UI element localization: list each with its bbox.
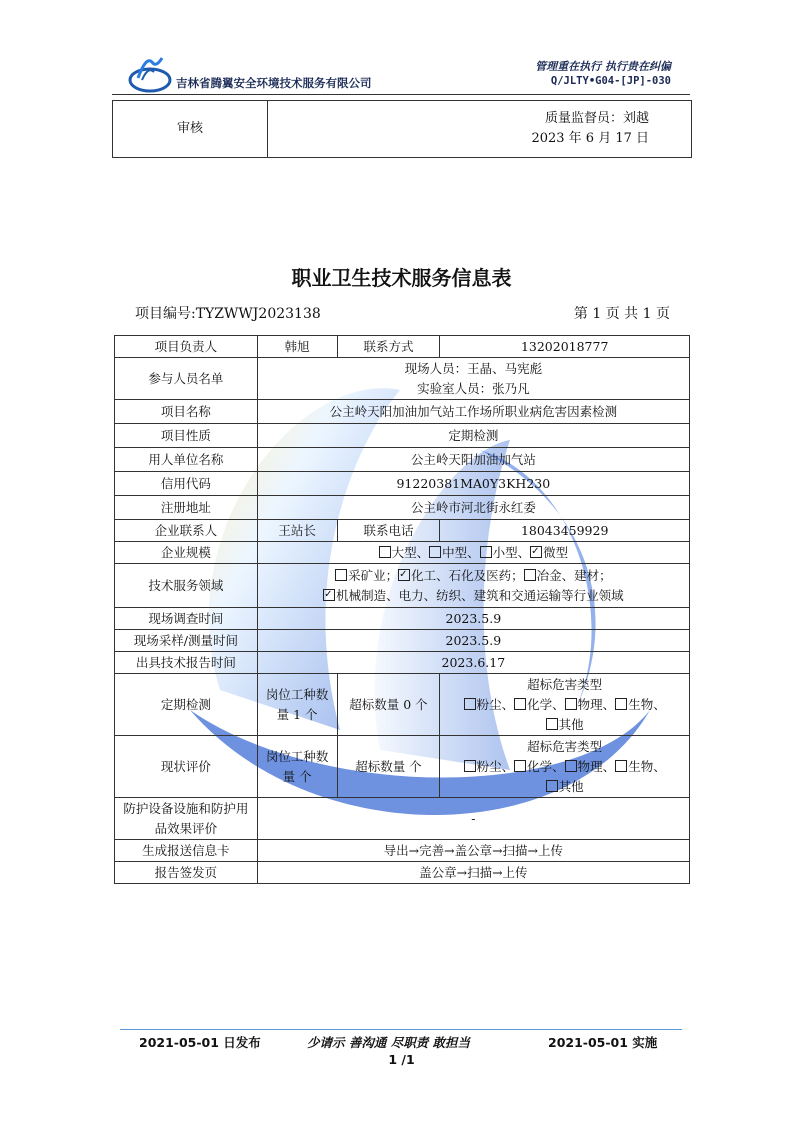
footer-slogan: 少请示 善沟通 尽职责 敢担当: [307, 1035, 471, 1050]
participants-value: [257, 358, 689, 400]
checkbox-icon: [615, 698, 627, 710]
periodic-hazards: [440, 674, 690, 736]
nature-value: 定期检测: [257, 424, 689, 448]
company-name: 吉林省腾翼安全环境技术服务有限公司: [176, 76, 372, 90]
published-date: 2021-05-01 日发布: [139, 1035, 261, 1050]
scale-option: [429, 545, 480, 560]
periodic-posts: 岗位工种数量 1 个: [257, 674, 337, 736]
sampling-time-label: 现场采样/测量时间: [115, 630, 258, 652]
option-label: 微型: [543, 544, 569, 560]
hazard-title: 超标危害类型: [527, 676, 603, 692]
status-hazards: [440, 736, 690, 798]
checkbox-icon: [398, 569, 410, 581]
option-label: 其他: [558, 716, 584, 732]
protection-value: -: [257, 798, 689, 840]
scale-label: 企业规模: [115, 542, 258, 564]
checkbox-icon: [514, 698, 526, 710]
option-label: 机械制造、电力、纺织、建筑和交通运输等行业领域: [336, 587, 624, 603]
checkbox-icon: [480, 546, 492, 558]
review-signoff: [268, 101, 692, 158]
nature-label: 项目性质: [115, 424, 258, 448]
checkbox-icon: [615, 760, 627, 772]
hazard-title: 超标危害类型: [527, 738, 603, 754]
survey-time-value: 2023.5.9: [257, 608, 689, 630]
checkbox-icon: [514, 760, 526, 772]
company-logo: [128, 54, 172, 94]
participants-lab: 实验室人员：张乃凡: [417, 380, 530, 396]
supervisor: 质量监督员：刘越: [544, 111, 649, 126]
option-label: 粉尘、: [476, 696, 515, 712]
employer-value: 公主岭天阳加油加气站: [257, 448, 689, 472]
participants-label: 参与人员名单: [115, 358, 258, 400]
review-date: 2023 年 6 月 17 日: [531, 131, 649, 146]
checkbox-icon: [546, 780, 558, 792]
header-divider: [112, 94, 690, 95]
review-label: 审核: [113, 101, 268, 158]
option-label: 化学、: [527, 696, 565, 712]
option-label: 大型、: [391, 544, 430, 560]
address-label: 注册地址: [115, 496, 258, 520]
leader-value: 韩旭: [257, 336, 337, 358]
scale-option: [530, 545, 568, 560]
field-option: [524, 568, 612, 583]
option-label: 小型、: [492, 544, 531, 560]
option-label: 生物、: [628, 696, 666, 712]
checkbox-icon: [429, 546, 441, 558]
scale-options: [257, 542, 689, 564]
header-motto: 管理重在执行 执行贵在纠偏: [535, 60, 671, 73]
issue-label: 报告签发页: [115, 862, 258, 884]
report-time-label: 出具技术报告时间: [115, 652, 258, 674]
info-table: [114, 335, 690, 884]
info-card-value: 导出→完善→盖公章→扫描→上传: [257, 840, 689, 862]
info-card-label: 生成报送信息卡: [115, 840, 258, 862]
option-label: 物理、: [577, 696, 616, 712]
credit-label: 信用代码: [115, 472, 258, 496]
document-code: Q/JLTY•G04-[JP]-030: [550, 75, 671, 87]
review-box: [112, 100, 692, 158]
option-label: 其他: [558, 778, 584, 794]
phone-value: 18043459929: [440, 520, 690, 542]
effective-date: 2021-05-01 实施: [548, 1035, 658, 1050]
page-number: 1 /1: [388, 1052, 415, 1067]
option-label: 物理、: [577, 758, 616, 774]
scale-option: [379, 545, 430, 560]
project-name-value: 公主岭天阳加油加气站工作场所职业病危害因素检测: [257, 400, 689, 424]
status-exceed: 超标数量 个: [337, 736, 440, 798]
periodic-label: 定期检测: [115, 674, 258, 736]
project-number: 项目编号:TYZWWJ2023138: [135, 306, 321, 322]
contact-label: 联系方式: [337, 336, 440, 358]
protection-label: 防护设备设施和防护用品效果评价: [115, 798, 258, 840]
address-value: 公主岭市河北街永红委: [257, 496, 689, 520]
checkbox-icon: [546, 718, 558, 730]
option-label: 中型、: [442, 544, 480, 560]
leader-label: 项目负责人: [115, 336, 258, 358]
field-option: [335, 568, 398, 583]
option-label: 生物、: [628, 758, 666, 774]
issue-value: 盖公章→扫描→上传: [257, 862, 689, 884]
report-time-value: 2023.6.17: [257, 652, 689, 674]
page-title: 职业卫生技术服务信息表: [291, 266, 512, 290]
project-name-label: 项目名称: [115, 400, 258, 424]
field-option: [323, 588, 624, 603]
sampling-time-value: 2023.5.9: [257, 630, 689, 652]
checkbox-icon: [565, 698, 577, 710]
field-options: [257, 564, 689, 608]
field-option: [398, 568, 524, 583]
checkbox-icon: [565, 760, 577, 772]
periodic-exceed: 超标数量 0 个: [337, 674, 440, 736]
page-info: 第 1 页 共 1 页: [573, 306, 670, 322]
option-label: 粉尘、: [476, 758, 515, 774]
company-contact-value: 王站长: [257, 520, 337, 542]
phone-label: 联系电话: [337, 520, 440, 542]
option-label: 化学、: [527, 758, 565, 774]
participants-site: 现场人员：王晶、马宪彪: [404, 360, 543, 376]
footer-divider: [120, 1029, 682, 1030]
option-label: 化工、石化及医药；: [411, 567, 524, 583]
option-label: 采矿业；: [348, 567, 399, 583]
scale-option: [480, 545, 531, 560]
credit-value: 91220381MA0Y3KH230: [257, 472, 689, 496]
survey-time-label: 现场调查时间: [115, 608, 258, 630]
checkbox-icon: [530, 546, 542, 558]
company-contact-label: 企业联系人: [115, 520, 258, 542]
checkbox-icon: [524, 569, 536, 581]
option-label: 冶金、建材；: [536, 567, 612, 583]
checkbox-icon: [464, 760, 476, 772]
checkbox-icon: [464, 698, 476, 710]
employer-label: 用人单位名称: [115, 448, 258, 472]
checkbox-icon: [323, 589, 335, 601]
checkbox-icon: [335, 569, 347, 581]
field-label: 技术服务领域: [115, 564, 258, 608]
checkbox-icon: [379, 546, 391, 558]
status-label: 现状评价: [115, 736, 258, 798]
status-posts: 岗位工种数量 个: [257, 736, 337, 798]
contact-value: 13202018777: [440, 336, 690, 358]
